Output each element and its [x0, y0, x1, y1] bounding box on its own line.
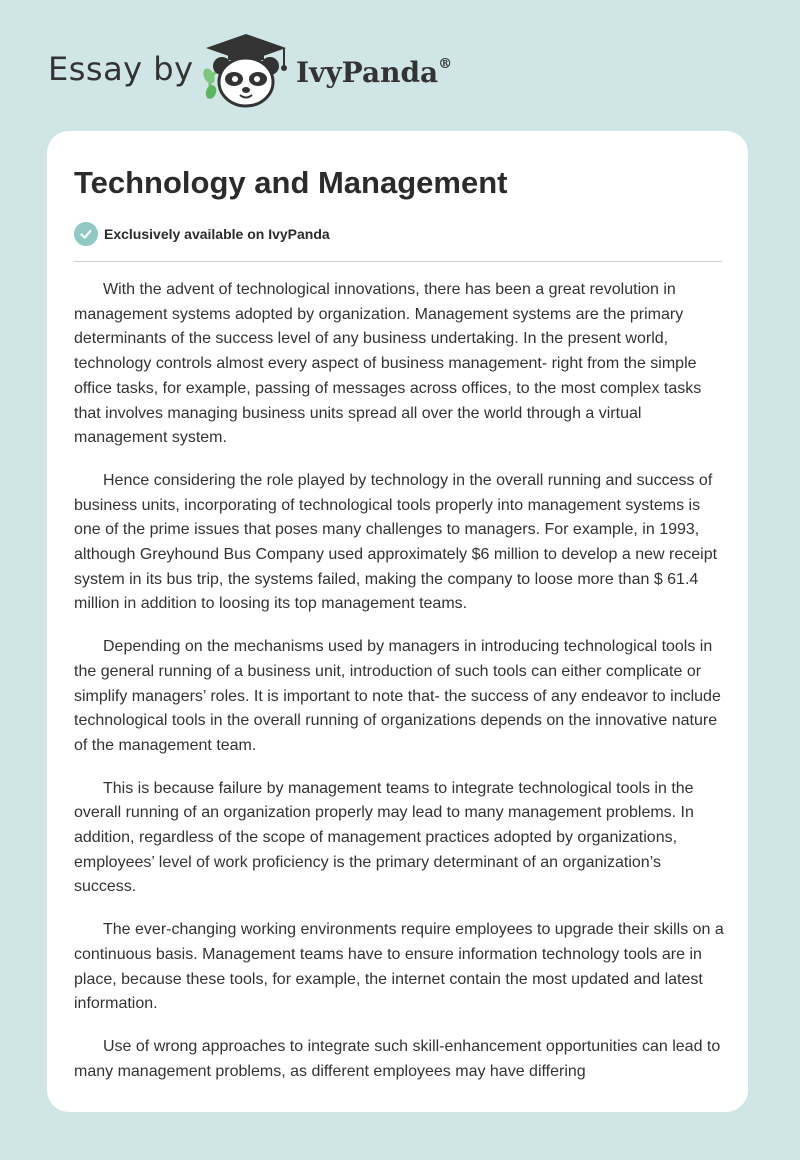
site-header: [0, 0, 800, 130]
paragraph: The ever-changing working environments require employees to upgrade their skills on a continuous basis. Management teams have to ensure information technology tools are in place, because these tools, for example, the internet contain the most updated and latest information.: [74, 921, 724, 1013]
paragraph: Depending on the mechanisms used by managers in introducing technological tools in the general running of a business unit, introduction of such tools can either complicate or simplify managers’ roles. It is important to note that- the success of any endeavor to include technological tools in the overall running of organizations depends on the innovative nature of the management team.: [74, 638, 721, 754]
paragraph: This is because failure by management teams to integrate technological tools in the overall running of an organization properly may lead to many management problems. In addition, regardless of the scope of management practices adopted by organizations, employees’ level of work proficiency is the primary determinant of an organization’s success.: [74, 779, 694, 896]
paragraph: With the advent of technological innovations, there has been a great revolution in management systems adopted by organization. Management systems are the primary determinants of the success level of any business undertaking. In the present world, technology controls almost every aspect of business management- right from the simple office tasks, for example, passing of messages across offices, to the most complex tasks that involves managing business units spread all over the world through a virtual management system.: [74, 281, 702, 447]
badge-label: Exclusively available on IvyPanda: [104, 226, 330, 242]
exclusive-badge: [74, 221, 330, 247]
essay-card: [47, 131, 748, 1112]
divider: [74, 261, 722, 262]
panda-logo-icon[interactable]: [198, 32, 294, 108]
paragraph: Use of wrong approaches to integrate such skill-enhancement opportunities can lead to many management problems, as different employees may have differing: [74, 1037, 721, 1080]
check-circle-icon: [74, 222, 98, 246]
essay-body: [74, 278, 724, 1102]
brand-name[interactable]: IvyPanda®: [296, 55, 453, 89]
essay-title: Technology and Management: [74, 165, 508, 200]
brand-prefix: Essay by: [48, 50, 194, 88]
paragraph: Hence considering the role played by technology in the overall running and success of business units, incorporating of technological tools properly into management systems is one of the prime issues that poses many challenges to managers. For example, in 1993, although Greyhound Bus Company used approximately $6 million to develop a new receipt system in its bus trip, the systems failed, making the company to loose more than $ 61.4 million in addition to loosing its top management teams.: [74, 471, 718, 613]
